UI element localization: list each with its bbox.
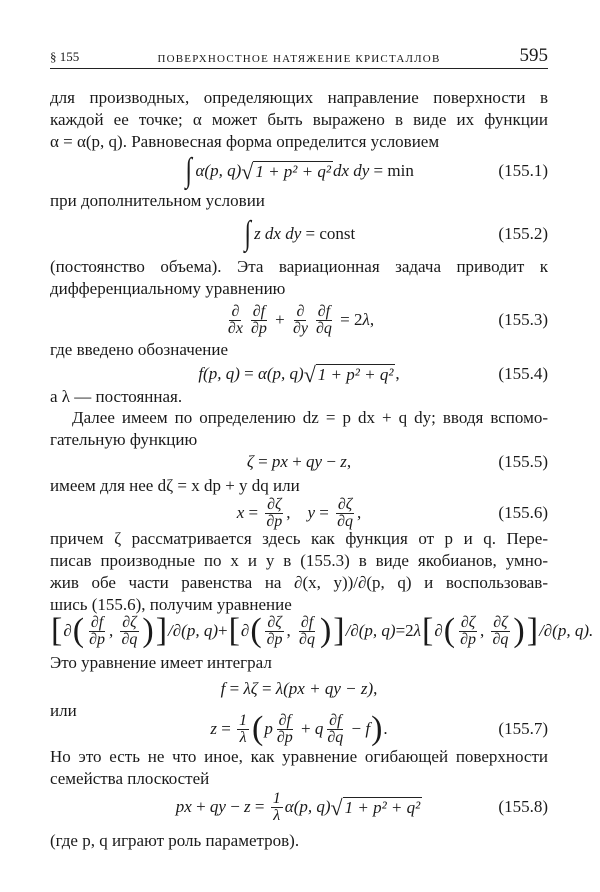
math-operator: + [287, 452, 307, 471]
math-operator: = [244, 503, 263, 522]
math-operator: − [322, 452, 341, 471]
math-text: z [210, 719, 217, 738]
fraction [291, 304, 310, 337]
text-line: (постоянство объема). Эта вариационная задача приводит к [50, 257, 548, 276]
integral-sign: ∫ [185, 152, 193, 189]
page-number: 595 [519, 45, 548, 66]
numerator: 1 [272, 789, 281, 807]
fraction [264, 497, 284, 530]
denominator: ∂q [315, 319, 332, 337]
fraction [265, 615, 285, 648]
radical-sign: √ [303, 361, 316, 387]
numerator: ∂ [296, 302, 305, 320]
math-text: λζ [243, 679, 258, 698]
radical-sign: √ [241, 158, 254, 184]
math-operator: , [108, 621, 118, 640]
big-delimiter: ( [443, 612, 456, 649]
equation [50, 154, 548, 188]
math-operator: =2 [395, 621, 414, 640]
text-line: а λ — постоянная. [50, 387, 183, 406]
numerator: 1 [239, 711, 248, 729]
text-line: гательную функцию [50, 430, 198, 449]
integral-sign: ∫ [244, 215, 251, 252]
big-delimiter: [ [422, 612, 434, 649]
math-operator: , [286, 503, 308, 522]
math-text: z [340, 452, 347, 471]
math-operator: , [480, 621, 489, 640]
section-number: § 155 [50, 49, 80, 64]
denominator: ∂p [266, 630, 283, 648]
text-line: где введено обозначение [50, 340, 229, 359]
equation [50, 712, 548, 746]
text-line: или [50, 701, 77, 720]
math-text: f(p, q) [198, 364, 240, 383]
math-text: /∂(p, q) [345, 621, 396, 640]
equation [50, 357, 548, 391]
text-line: жив обе части равенства на ∂(x, y))/∂(p, q) и воспользовав- [50, 573, 548, 592]
equation-body [176, 791, 422, 824]
equation-number: (155.2) [498, 224, 548, 243]
fraction [458, 615, 478, 648]
big-delimiter: ] [155, 612, 168, 649]
equation-body [50, 612, 594, 649]
equation-body [184, 152, 414, 189]
text-line: дифференциальному уравнению [50, 279, 286, 298]
numerator: ∂ζ [122, 613, 137, 631]
math-text: q [314, 719, 324, 738]
fraction [87, 615, 107, 648]
denominator: ∂p [266, 512, 283, 530]
equation-body [237, 497, 362, 530]
math-text: y [307, 503, 316, 522]
equation [50, 445, 548, 479]
equation [50, 303, 548, 337]
numerator: ∂ζ [267, 495, 282, 513]
big-delimiter: ) [142, 612, 154, 649]
math-text: qy [209, 797, 226, 816]
math-operator: − [347, 719, 366, 738]
math-operator: , [357, 503, 362, 522]
math-operator: . [383, 719, 388, 738]
denominator: ∂p [250, 319, 267, 337]
math-text: qy [306, 452, 323, 471]
text-line: для производных, определяющих направление поверхности в [50, 88, 548, 107]
square-root [330, 794, 423, 820]
math-text: λ [362, 310, 370, 329]
math-text: /∂(p, q) [168, 621, 218, 640]
math-operator: = [250, 797, 269, 816]
equation [50, 217, 548, 251]
math-text: ∂ [63, 621, 72, 640]
equation [50, 612, 594, 649]
numerator: ∂f [252, 302, 266, 320]
fraction [325, 713, 345, 746]
math-operator: , [395, 364, 400, 383]
math-operator: = 2 [335, 310, 363, 329]
fraction [335, 497, 355, 530]
text-line: при дополнительном условии [50, 191, 265, 210]
math-text: f [220, 679, 226, 698]
math-operator: = min [369, 161, 414, 180]
radical-sign: √ [330, 794, 343, 820]
denominator: ∂q [492, 630, 509, 648]
fraction [275, 713, 295, 746]
radicand: 1 + p² + q² [317, 364, 394, 384]
denominator: ∂q [121, 630, 138, 648]
math-text: ζ [246, 452, 254, 471]
text-line: имеем для нее dζ = x dp + y dq или [50, 476, 300, 495]
math-text: p [264, 719, 273, 738]
equation [50, 672, 548, 706]
text-line: Это уравнение имеет интеграл [50, 653, 272, 672]
math-operator: = [225, 679, 244, 698]
denominator: ∂q [337, 512, 354, 530]
math-operator: − [225, 797, 245, 816]
math-text: /∂(p, q). [539, 621, 594, 640]
big-delimiter: ( [250, 612, 262, 649]
text-line: α = α(p, q). Равновесная форма определится условием [50, 132, 440, 151]
radicand: 1 + p² + q² [255, 161, 331, 181]
text-line: писав производные по x и y в (155.3) в виде якобианов, умно- [50, 551, 548, 570]
math-text: λ(px + qy − z) [275, 679, 374, 698]
numerator: ∂f [90, 613, 104, 631]
math-operator: = [216, 719, 236, 738]
big-delimiter: ( [252, 710, 264, 747]
math-operator: , [373, 679, 378, 698]
math-operator: + [296, 719, 315, 738]
equation-number: (155.6) [498, 503, 548, 522]
numerator: ∂f [278, 711, 291, 729]
denominator: ∂y [292, 319, 308, 337]
math-text: ∂ [434, 621, 443, 640]
math-operator: , [346, 452, 352, 471]
big-delimiter: ) [513, 612, 525, 649]
math-operator: = [315, 503, 334, 522]
equation-body [210, 710, 388, 747]
equation-body [221, 679, 378, 699]
math-text: ∂ [240, 621, 250, 640]
math-text: λ [413, 621, 422, 640]
denominator: λ [273, 806, 281, 824]
math-text: f [365, 719, 371, 738]
math-text: z [244, 797, 251, 816]
text-line: каждой ее точке; α может быть выражено в виде их функции [50, 110, 548, 129]
math-operator: + [217, 621, 228, 640]
numerator: ∂f [300, 613, 314, 631]
fraction [237, 713, 249, 746]
math-operator: = [253, 452, 272, 471]
math-text: px [271, 452, 288, 471]
math-operator: = [257, 679, 276, 698]
math-text: z dx dy [254, 224, 302, 243]
equation-body [243, 215, 356, 252]
text-line: причем ζ рассматривается здесь как функция от p и q. Пере- [50, 529, 548, 548]
denominator: ∂q [299, 630, 315, 648]
denominator: ∂p [89, 630, 105, 648]
math-text: dx dy [332, 161, 370, 180]
square-root [241, 158, 333, 184]
math-operator: + [270, 310, 289, 329]
radicand: 1 + p² + q² [344, 797, 421, 817]
denominator: λ [239, 728, 247, 746]
text-line: семейства плоскостей [50, 769, 210, 788]
math-text: px [175, 797, 192, 816]
numerator: ∂ζ [460, 613, 476, 631]
denominator: ∂p [276, 728, 293, 746]
big-delimiter: [ [51, 612, 63, 649]
equation [50, 496, 548, 530]
big-delimiter: ] [526, 612, 539, 649]
numerator: ∂ζ [493, 613, 508, 631]
fraction [297, 615, 317, 648]
numerator: ∂ζ [267, 613, 282, 631]
math-operator: = [239, 364, 258, 383]
fraction [314, 304, 334, 337]
denominator: ∂p [460, 630, 476, 648]
equation-body [224, 304, 374, 337]
text-line: Но это есть не что иное, как уравнение огибающей поверхности [50, 747, 548, 766]
math-operator: , [369, 310, 375, 329]
text-line: шись (155.6), получим уравнение [50, 595, 292, 614]
fraction [119, 615, 139, 648]
denominator: ∂x [227, 319, 243, 337]
equation-number: (155.4) [498, 364, 548, 383]
numerator: ∂f [329, 711, 342, 729]
text-line: Далее имеем по определению dz = p dx + q dy; вводя вспомо- [72, 408, 548, 427]
running-header [50, 46, 548, 69]
math-operator: + [191, 797, 210, 816]
fraction [226, 304, 245, 337]
big-delimiter: [ [228, 612, 240, 649]
math-text: α(p, q) [284, 797, 331, 816]
running-title: ПОВЕРХНОСТНОЕ НАТЯЖЕНИЕ КРИСТАЛЛОВ [157, 53, 441, 65]
math-text: α(p, q) [257, 364, 304, 383]
equation-number: (155.1) [498, 161, 548, 180]
equation-number: (155.3) [498, 310, 548, 329]
equation [50, 790, 548, 824]
big-delimiter: ) [319, 612, 332, 649]
fraction [271, 791, 283, 824]
denominator: ∂q [327, 728, 344, 746]
numerator: ∂ [231, 302, 240, 320]
equation-number: (155.5) [498, 452, 548, 471]
math-operator: , [286, 621, 296, 640]
math-text: α(p, q) [195, 161, 242, 180]
square-root [303, 361, 396, 387]
text-line: (где p, q играют роль параметров). [50, 831, 300, 850]
equation-body [198, 361, 400, 387]
big-delimiter: ] [333, 612, 345, 649]
numerator: ∂ζ [337, 495, 353, 513]
equation-body [247, 452, 351, 472]
math-text: x [236, 503, 245, 522]
big-delimiter: ) [371, 710, 383, 747]
big-delimiter: ( [72, 612, 85, 649]
equation-number: (155.8) [498, 797, 548, 816]
equation-number: (155.7) [498, 719, 548, 738]
math-operator: = const [301, 224, 356, 243]
fraction [491, 615, 511, 648]
fraction [249, 304, 269, 337]
numerator: ∂f [317, 302, 331, 320]
